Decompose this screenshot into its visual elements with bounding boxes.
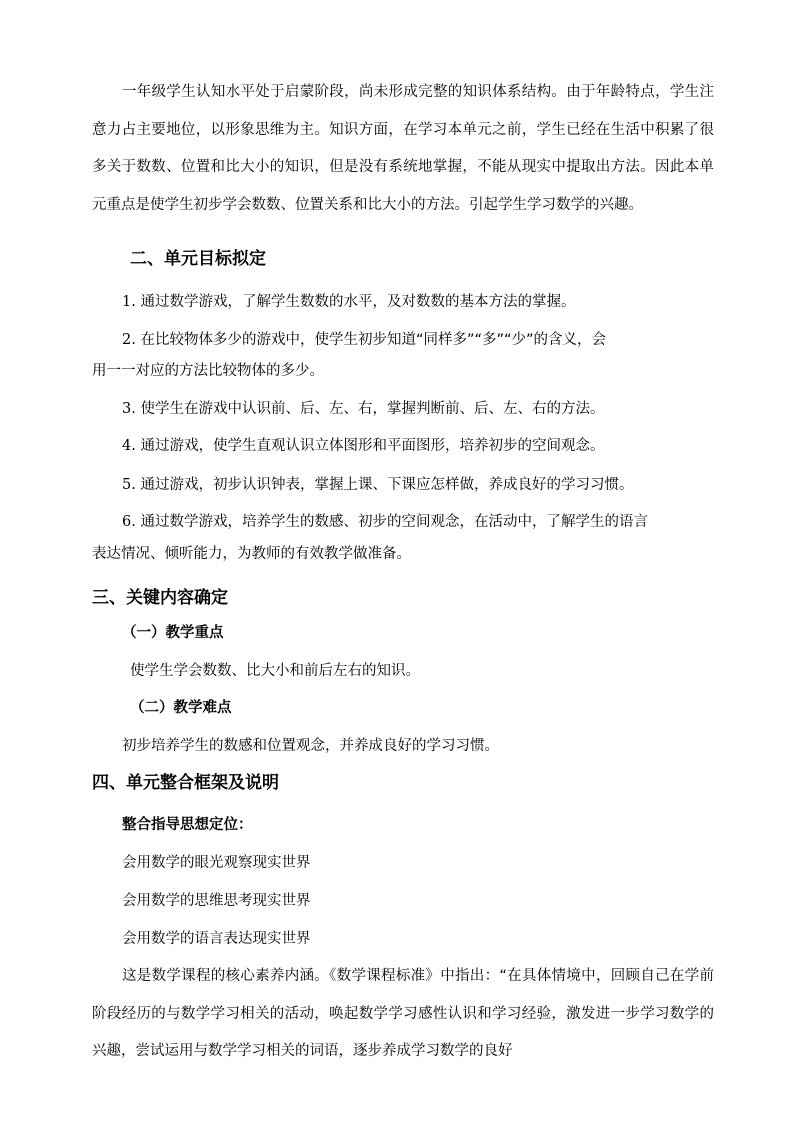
goal-number: 2. (122, 332, 136, 348)
key-point-text: 使学生学会数数、比大小和前后左右的知识。 (130, 663, 420, 679)
goal-item-6 (122, 512, 648, 532)
goal-number: 6. (122, 514, 136, 530)
goal-text: 通过数学游戏，培养学生的数感、初步的空间观念，在活动中，了解学生的语言 (140, 514, 648, 530)
curriculum-standard-paragraph: 这是数学课程的核心素养内涵。《数学课程标准》中指出：“在具体情境中，回顾自己在学前阶段经历的与数学学习相关的活动，唤起数学学习感性认识和学习经验，激发进一步学习数学的兴趣，尝试运用与数学学习相关的词语，逐步养成学习数学的良好 (92, 968, 714, 1059)
goal-text: 通过游戏，初步认识钟表，掌握上课、下课应怎样做，养成良好的学习习惯。 (140, 477, 634, 493)
goal-item-2-continuation: 用一一对应的方法比较物体的多少。 (92, 363, 324, 379)
goal-item-4 (122, 436, 604, 456)
goal-item-1 (122, 292, 575, 312)
goal-text: 通过游戏，使学生直观认识立体图形和平面图形，培养初步的空间观念。 (140, 438, 605, 454)
guiding-idea-heading: 整合指导思想定位： (122, 817, 253, 833)
guiding-item-2: 会用数学的思维思考现实世界 (122, 893, 311, 909)
guiding-item-1: 会用数学的眼光观察现实世界 (122, 855, 311, 871)
section-4-heading: 四、单元整合框架及说明 (92, 773, 279, 793)
goal-number: 3. (122, 401, 136, 417)
goal-text: 使学生在游戏中认识前、后、左、右，掌握判断前、后、左、右的方法。 (140, 401, 605, 417)
section-3-heading: 三、关键内容确定 (92, 588, 228, 608)
goal-item-5 (122, 475, 633, 495)
goal-item-2 (122, 330, 606, 350)
difficulty-text: 初步培养学生的数感和位置观念，并养成良好的学习习惯。 (122, 738, 499, 754)
goal-item-3 (122, 399, 604, 419)
section-2-heading: 二、单元目标拟定 (130, 249, 266, 269)
goal-number: 1. (122, 294, 136, 310)
goal-text: 通过数学游戏，了解学生数数的水平，及对数数的基本方法的掌握。 (140, 294, 576, 310)
intro-paragraph: 一年级学生认知水平处于启蒙阶段，尚未形成完整的知识体系结构。由于年龄特点，学生注意力占主要地位，以形象思维为主。知识方面，在学习本单元之前，学生已经在生活中积累了很多关于数数、位置和比大小的知识，但是没有系统地掌握，不能从现实中提取出方法。因此本单元重点是使学生初步学会数数、位置关系和比大小的方法。引起学生学习数学的兴趣。 (92, 84, 714, 213)
goal-text: 在比较物体多少的游戏中，使学生初步知道“同样多”“多”“少”的含义，会 (140, 332, 607, 348)
subsection-difficulty-heading: （二）教学难点 (130, 700, 232, 716)
goal-number: 5. (122, 477, 136, 493)
subsection-key-point-heading: （一）教学重点 (122, 625, 224, 641)
goal-item-6-continuation: 表达情况、倾听能力，为教师的有效教学做准备。 (92, 546, 411, 562)
goal-number: 4. (122, 438, 136, 454)
guiding-item-3: 会用数学的语言表达现实世界 (122, 931, 311, 947)
